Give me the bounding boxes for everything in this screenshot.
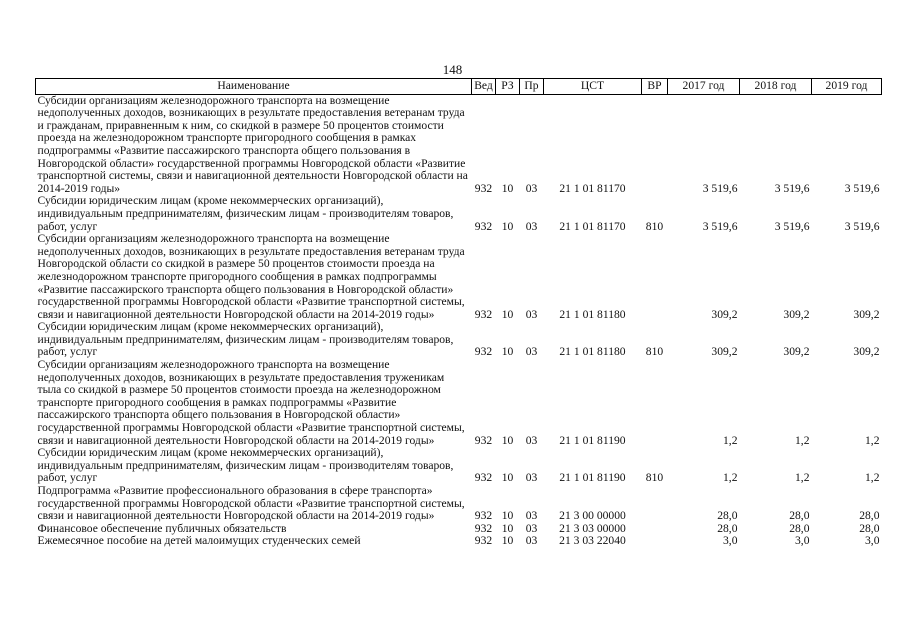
row-2018: 309,2: [783, 345, 810, 359]
page-number: 148: [442, 62, 463, 77]
row-ved: 932: [474, 219, 493, 233]
row-vr: 810: [645, 219, 664, 233]
row-2019: 3 519,6: [844, 181, 880, 195]
row-rz: 10: [501, 181, 514, 195]
row-pr: 03: [525, 433, 538, 447]
row-ved: 932: [474, 471, 493, 485]
row-2019: 3 519,6: [844, 219, 880, 233]
column-header: Пр: [520, 79, 544, 95]
row-ved: 932: [474, 521, 493, 535]
row-rz: 10: [501, 433, 514, 447]
row-2017: 1,2: [723, 471, 738, 485]
column-header: 2019 год: [812, 79, 882, 95]
row-ved: 932: [474, 534, 493, 548]
row-ved: 932: [474, 181, 493, 195]
table-header-row: [36, 79, 882, 95]
row-ved: 932: [474, 345, 493, 359]
row-2019: 28,0: [859, 521, 880, 535]
row-2019: 3,0: [865, 534, 880, 548]
row-vr: [642, 94, 668, 195]
row-pr: 03: [525, 219, 538, 233]
row-vr: [642, 485, 668, 523]
column-header: ВР: [642, 79, 668, 95]
row-name: Субсидии организациям железнодорожного транспорта на возмещение недополученных доходов, возникающих в результате предоставления ветеранам труда и гражданам, приравненным к ним, со скидкой в размере 50 процентов стоимости проезда на железнодорожном транспорте пригородного сообщения в рамках подпрограммы «Развитие пассажирского транспорта общего пользования в Новгородской области» государственной программы Новгородской области «Развитие транспортной системы, связи и навигационной деятельности Новгородской области на 2014-2019 годы»: [37, 93, 468, 195]
row-2019: 1,2: [865, 433, 880, 447]
row-2017: 309,2: [711, 307, 738, 321]
table-row: [36, 233, 882, 321]
column-header: 2017 год: [668, 79, 740, 95]
column-header: Наименование: [36, 79, 472, 95]
row-name: Подпрограмма «Развитие профессионального образования в сфере транспорта» государственной программы Новгородской области «Развитие транспортной системы, связи и навигационной деятельности Новгородской области на 2014-2019 годы»: [37, 484, 465, 523]
row-2019: 28,0: [859, 509, 880, 523]
row-ved: 932: [474, 433, 493, 447]
row-cst: 21 1 01 81170: [559, 181, 626, 195]
row-rz: 10: [501, 471, 514, 485]
row-name: Субсидии организациям железнодорожного транспорта на возмещение недополученных доходов, возникающих в результате предоставления труженикам тыла со скидкой в размере 50 процентов стоимости проезда на железнодорожном транспорте пригородного сообщения в рамках подпрограммы «Развитие пассажирского транспорта общего пользования в Новгородской области» государственной программы Новгородской области «Развитие транспортной системы, связи и навигационной деятельности Новгородской области на 2014-2019 годы»: [37, 358, 465, 447]
row-2018: 309,2: [783, 307, 810, 321]
row-rz: 10: [501, 509, 514, 523]
row-cst: 21 1 01 81190: [559, 471, 626, 485]
row-ved: 932: [474, 509, 493, 523]
table-row: [36, 447, 882, 485]
table-row: [36, 535, 882, 548]
row-pr: 03: [525, 509, 538, 523]
row-name: Финансовое обеспечение публичных обязательств: [37, 521, 287, 535]
row-vr: [642, 535, 668, 548]
row-cst: 21 1 01 81180: [559, 345, 626, 359]
row-2018: 3 519,6: [774, 219, 810, 233]
row-name: Субсидии юридическим лицам (кроме некоммерческих организаций), индивидуальным предпринимателям, физическим лицам - производителям товаров, работ, услуг: [37, 320, 454, 359]
row-pr: 03: [525, 181, 538, 195]
row-2017: 28,0: [717, 521, 738, 535]
row-2019: 309,2: [853, 345, 880, 359]
row-2017: 3 519,6: [702, 219, 738, 233]
row-cst: 21 3 03 22040: [559, 534, 626, 548]
row-vr: [642, 359, 668, 447]
row-2017: 3,0: [723, 534, 738, 548]
row-cst: 21 1 01 81180: [559, 307, 626, 321]
row-rz: 10: [501, 345, 514, 359]
row-pr: 03: [525, 471, 538, 485]
row-2019: 309,2: [853, 307, 880, 321]
row-pr: 03: [525, 521, 538, 535]
row-cst: 21 1 01 81190: [559, 433, 626, 447]
column-header: Вед: [472, 79, 496, 95]
row-name: Субсидии юридическим лицам (кроме некоммерческих организаций), индивидуальным предпринимателям, физическим лицам - производителям товаров, работ, услуг: [37, 446, 454, 485]
row-name: Субсидии юридическим лицам (кроме некоммерческих организаций), индивидуальным предпринимателям, физическим лицам - производителям товаров, работ, услуг: [37, 194, 454, 233]
table-row: [36, 485, 882, 523]
row-2018: 1,2: [795, 471, 810, 485]
budget-table: [35, 78, 882, 548]
table-row: [36, 321, 882, 359]
row-2018: 1,2: [795, 433, 810, 447]
table-row: [36, 94, 882, 195]
row-ved: 932: [474, 307, 493, 321]
row-2017: 3 519,6: [702, 181, 738, 195]
column-header: 2018 год: [740, 79, 812, 95]
row-rz: 10: [501, 307, 514, 321]
row-rz: 10: [501, 534, 514, 548]
row-2018: 28,0: [789, 509, 810, 523]
row-2018: 28,0: [789, 521, 810, 535]
column-header: РЗ: [496, 79, 520, 95]
row-cst: 21 3 00 00000: [559, 509, 626, 523]
row-rz: 10: [501, 521, 514, 535]
row-cst: 21 1 01 81170: [559, 219, 626, 233]
row-cst: 21 3 03 00000: [559, 521, 626, 535]
row-pr: 03: [525, 307, 538, 321]
row-2018: 3 519,6: [774, 181, 810, 195]
row-pr: 03: [525, 345, 538, 359]
row-2017: 28,0: [717, 509, 738, 523]
row-rz: 10: [501, 219, 514, 233]
row-vr: 810: [645, 345, 664, 359]
column-header: ЦСТ: [544, 79, 642, 95]
row-pr: 03: [525, 534, 538, 548]
row-vr: 810: [645, 471, 664, 485]
table-row: [36, 359, 882, 447]
row-vr: [642, 233, 668, 321]
row-name: Субсидии организациям железнодорожного транспорта на возмещение недополученных доходов, возникающих в результате предоставления ветеранам труда Новгородской области со скидкой в размере 50 процентов стоимости проезда на железнодорожном транспорте пригородного сообщения в рамках подпрограммы «Развитие пассажирского транспорта общего пользования в Новгородской области» государственной программы Новгородской области «Развитие транспортной системы, связи и навигационной деятельности Новгородской области на 2014-2019 годы»: [37, 232, 465, 321]
table-row: [36, 195, 882, 233]
row-name: Ежемесячное пособие на детей малоимущих студенческих семей: [37, 534, 361, 548]
row-2018: 3,0: [795, 534, 810, 548]
row-2017: 309,2: [711, 345, 738, 359]
row-2017: 1,2: [723, 433, 738, 447]
row-2019: 1,2: [865, 471, 880, 485]
row-vr: [642, 523, 668, 536]
